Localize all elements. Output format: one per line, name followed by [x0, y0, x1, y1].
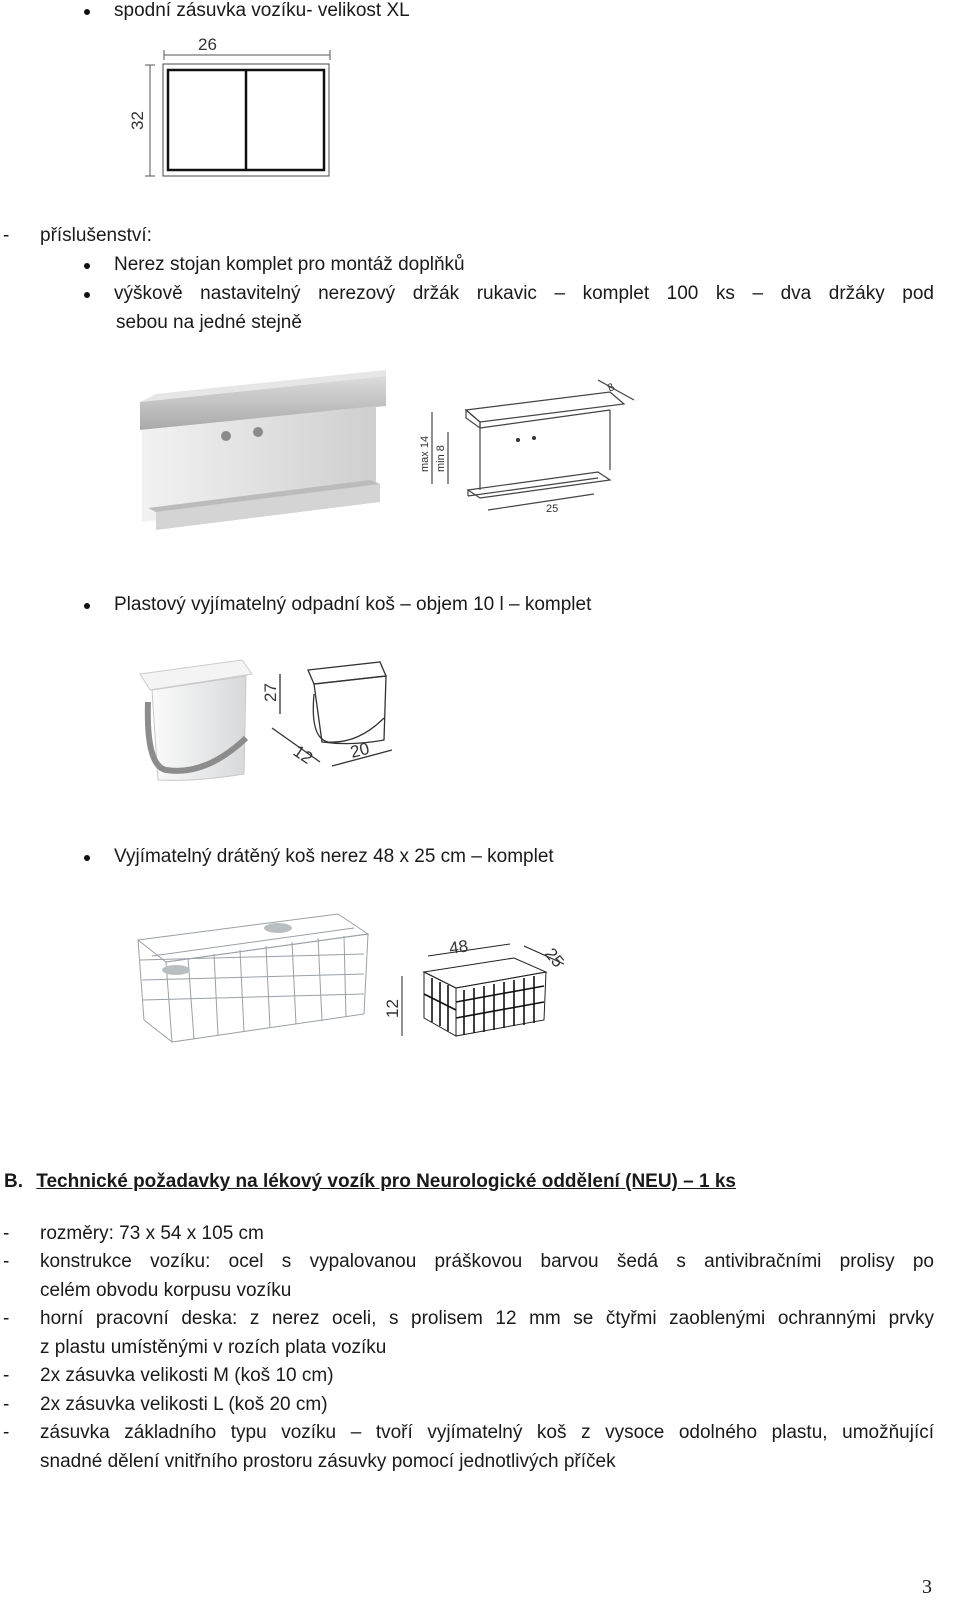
bin-depth-label: 12	[289, 741, 317, 768]
drawer-xl-drawing	[130, 30, 330, 180]
spec-dash: -	[3, 1422, 10, 1443]
spec-dash: -	[3, 1394, 10, 1415]
spec-construction: konstrukce vozíku: ocel s vypalovanou práškovou barvou šedá s antivibračními prolisy po	[40, 1251, 934, 1272]
bin-height-label: 27	[261, 683, 280, 702]
section-b-title: Technické požadavky na lékový vozík pro Neurologické oddělení (NEU) – 1 ks	[36, 1171, 736, 1192]
spec-dash: -	[3, 1308, 10, 1329]
holder-depth-label: 8	[605, 381, 617, 395]
glove-holder-drawing	[398, 362, 648, 532]
accessories-label: příslušenství:	[40, 225, 152, 246]
spec-base-drawer: zásuvka základního typu vozíku – tvoří vyjímatelný koš z vysoce odolného plastu, umožňující	[40, 1422, 934, 1443]
stand-item: Nerez stojan komplet pro montáž doplňků	[114, 254, 465, 275]
section-b-heading	[4, 1171, 736, 1193]
spec-drawer-m: 2x zásuvka velikosti M (koš 10 cm)	[40, 1365, 334, 1386]
spec-dash: -	[3, 1223, 10, 1244]
bin-width-label: 20	[348, 738, 372, 762]
glove-holder-item: výškově nastavitelný nerezový držák rukavic – komplet 100 ks – dva držáky pod	[114, 283, 934, 304]
page-number: 3	[922, 1576, 932, 1598]
waste-bin-item: Plastový vyjímatelný odpadní koš – objem 10 l – komplet	[114, 594, 592, 615]
spec-drawer-l: 2x zásuvka velikosti L (koš 20 cm)	[40, 1394, 328, 1415]
wire-basket-photo	[132, 896, 372, 1046]
bullet-marker	[84, 855, 90, 861]
glove-holder-photo	[136, 362, 386, 532]
accessories-dash: -	[3, 225, 10, 246]
spec-dash: -	[3, 1251, 10, 1272]
basket-height-label: 12	[383, 999, 402, 1018]
spec-dash: -	[3, 1365, 10, 1386]
bullet-marker	[84, 603, 90, 609]
section-b-letter: B.	[4, 1171, 23, 1192]
holder-min-label: min 8	[435, 445, 447, 472]
spec-worktop: horní pracovní deska: z nerez oceli, s prolisem 12 mm se čtyřmi zaoblenými ochrannými prvky	[40, 1308, 934, 1329]
spec-dimensions: rozměry: 73 x 54 x 105 cm	[40, 1223, 264, 1244]
glove-holder-item-cont: sebou na jedné stejně	[116, 312, 302, 333]
bullet-marker	[84, 9, 90, 15]
spec-base-drawer-cont: snadné dělení vnitřního prostoru zásuvky pomocí jednotlivých příček	[40, 1451, 616, 1472]
drawer-width-label: 26	[198, 35, 217, 54]
basket-length-label: 48	[447, 936, 470, 958]
bullet-marker	[84, 263, 90, 269]
drawer-xl-item: spodní zásuvka vozíku- velikost XL	[114, 0, 410, 21]
holder-max-label: max 14	[419, 435, 431, 472]
drawer-height-label: 32	[128, 111, 147, 130]
bullet-marker	[84, 292, 90, 298]
waste-bin-drawing	[262, 654, 402, 784]
spec-worktop-cont: z plastu umístěnými v rozích plata vozíku	[40, 1337, 387, 1358]
spec-construction-cont: celém obvodu korpusu vozíku	[40, 1280, 292, 1301]
basket-width-label: 25	[540, 944, 568, 972]
wire-basket-drawing	[384, 932, 584, 1062]
waste-bin-photo	[136, 646, 256, 786]
holder-width-label: 25	[546, 503, 559, 515]
wire-basket-item: Vyjímatelný drátěný koš nerez 48 x 25 cm – komplet	[114, 846, 554, 867]
